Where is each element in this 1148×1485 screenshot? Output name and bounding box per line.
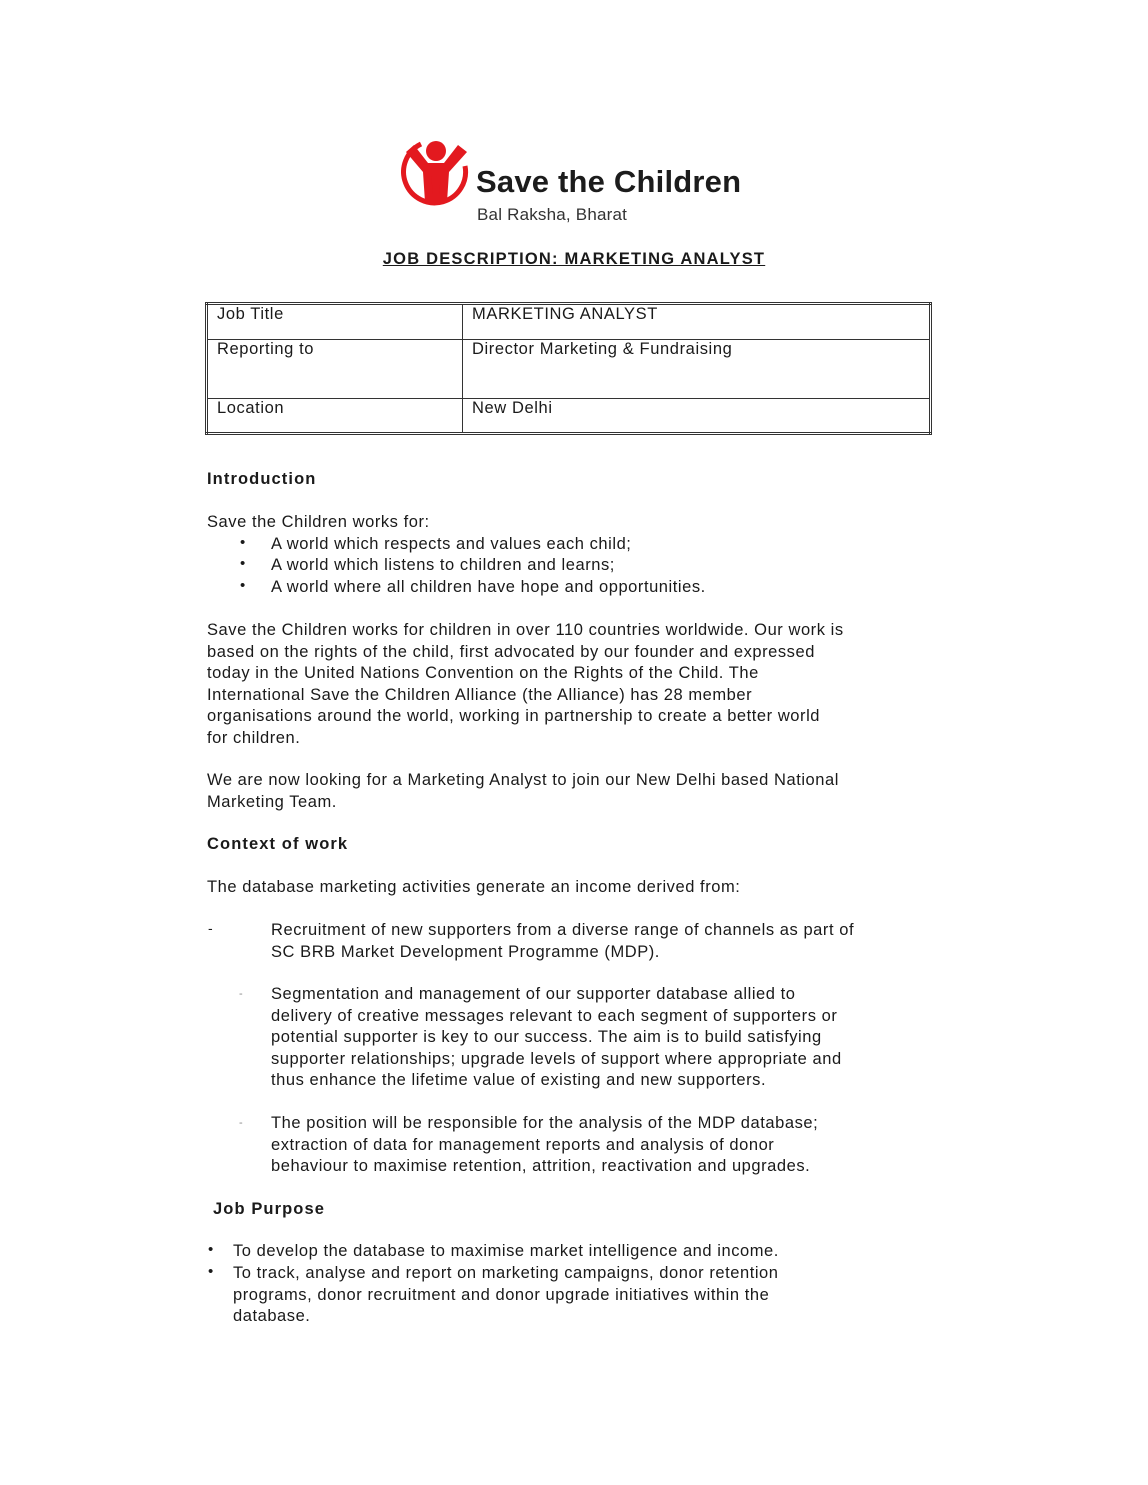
paragraph-line: for children. [207, 728, 301, 747]
table-row [207, 399, 931, 434]
logo-wordmark: Save the Children [476, 164, 742, 199]
location-label: Location [207, 399, 463, 434]
paragraph-line: based on the rights of the child, first advocated by our founder and expressed [207, 642, 815, 661]
job-title-label: Job Title [207, 304, 463, 340]
item-line: SC BRB Market Development Programme (MDP). [271, 942, 660, 961]
item-line: Segmentation and management of our supporter database allied to [271, 985, 796, 1003]
introduction-lead: Save the Children works for: [207, 513, 430, 531]
item-line: thus enhance the lifetime value of existing and new supporters. [271, 1071, 767, 1090]
item-line: To track, analyse and report on marketing campaigns, donor retention [233, 1264, 779, 1282]
paragraph-line: Save the Children works for children in over 110 countries worldwide. Our work is [207, 621, 844, 639]
paragraph-line: International Save the Children Alliance (the Alliance) has 28 member [207, 685, 753, 704]
document-title: JOB DESCRIPTION: MARKETING ANALYST [382, 250, 766, 268]
job-title-value: MARKETING ANALYST [463, 304, 931, 340]
job-info-table [205, 302, 932, 435]
introduction-paragraph [207, 620, 844, 750]
table-row [207, 340, 931, 399]
item-line: The position will be responsible for the analysis of the MDP database; [271, 1114, 819, 1132]
bullet-icon: • [240, 577, 246, 594]
introduction-heading: Introduction [207, 470, 317, 488]
context-item [271, 1113, 818, 1178]
list-item: A world which listens to children and learns; [271, 556, 615, 574]
list-item: A world where all children have hope and opportunities. [271, 578, 706, 596]
dash-marker-icon: - [239, 1117, 243, 1129]
context-item [271, 920, 854, 963]
item-line: database. [233, 1307, 311, 1326]
item-line: supporter relationships; upgrade levels of support where appropriate and [271, 1049, 842, 1068]
item-line: extraction of data for management reports and analysis of donor [271, 1135, 775, 1154]
location-value: New Delhi [463, 399, 931, 434]
context-lead: The database marketing activities generate an income derived from: [207, 878, 741, 896]
job-purpose-heading: Job Purpose [213, 1200, 326, 1218]
context-heading: Context of work [207, 835, 349, 853]
reporting-to-label: Reporting to [207, 340, 463, 399]
item-line: behaviour to maximise retention, attrition, reactivation and upgrades. [271, 1157, 811, 1176]
item-line: Recruitment of new supporters from a diverse range of channels as part of [271, 921, 855, 939]
child-emblem-icon [401, 136, 471, 214]
bullet-icon: • [208, 1241, 214, 1258]
item-line: delivery of creative messages relevant to each segment of supporters or [271, 1006, 838, 1025]
table-row [207, 304, 931, 340]
bullet-icon: • [240, 534, 246, 551]
purpose-item [233, 1241, 779, 1263]
item-line: potential supporter is key to our success. The aim is to build satisfying [271, 1028, 822, 1047]
purpose-item [233, 1263, 779, 1328]
dash-marker-icon: - [208, 920, 213, 936]
paragraph-line: We are now looking for a Marketing Analyst to join our New Delhi based National [207, 771, 839, 789]
reporting-to-value: Director Marketing & Fundraising [463, 340, 931, 399]
bullet-icon: • [240, 555, 246, 572]
paragraph-line: organisations around the world, working in partnership to create a better world [207, 707, 821, 726]
paragraph-line: Marketing Team. [207, 792, 337, 811]
logo-subtitle: Bal Raksha, Bharat [477, 205, 628, 224]
item-line: To develop the database to maximise market intelligence and income. [233, 1242, 779, 1260]
context-item [271, 984, 842, 1092]
bullet-icon: • [208, 1263, 214, 1280]
dash-marker-icon: - [239, 988, 243, 1000]
list-item: A world which respects and values each child; [271, 535, 632, 553]
paragraph-line: today in the United Nations Convention on the Rights of the Child. The [207, 664, 759, 683]
item-line: programs, donor recruitment and donor upgrade initiatives within the [233, 1285, 770, 1304]
recruitment-paragraph [207, 770, 839, 813]
